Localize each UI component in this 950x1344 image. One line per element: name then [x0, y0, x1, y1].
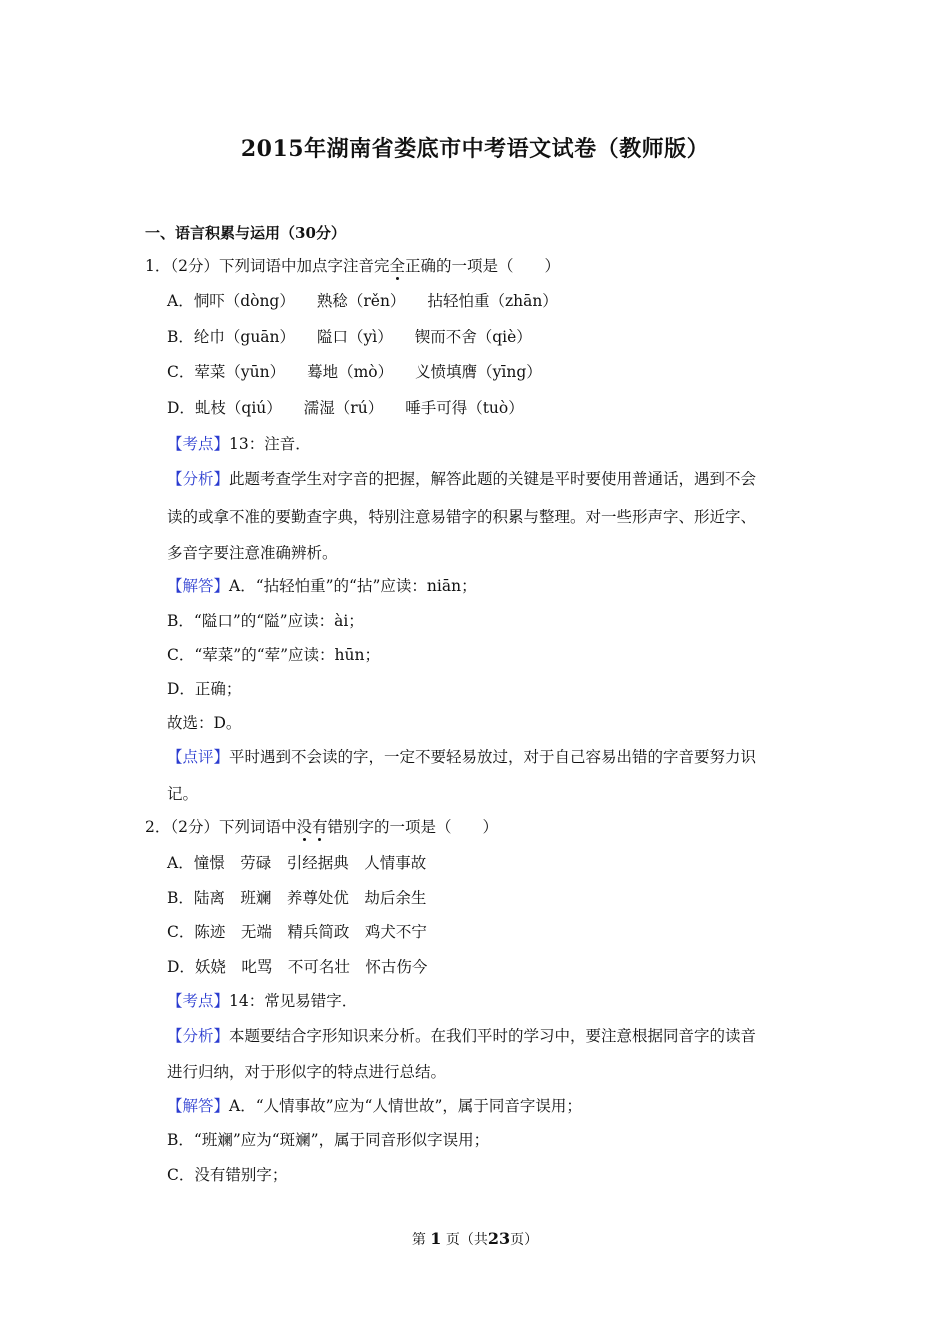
option-word: C．荤菜（yūn） — [167, 363, 286, 381]
question-2-option-a: A．憧憬 劳碌 引经据典 人情事故 — [167, 854, 427, 872]
q1-kaodian — [167, 434, 311, 454]
jieda-tag: 【解答】 — [167, 577, 230, 595]
question-1-option-b — [167, 327, 532, 347]
kaodian-text: 14：常见易错字． — [229, 992, 358, 1010]
fenxi-text: 本题要结合字形知识来分析。在我们平时的学习中，要注意根据同音字的读音 — [229, 1027, 757, 1045]
kaodian-tag: 【考点】 — [167, 992, 230, 1010]
dotted-char: 全 — [389, 257, 405, 275]
jieda-tag: 【解答】 — [167, 1097, 230, 1115]
q1-jieda-line3: C．“荤菜”的“荤”应读：hūn； — [167, 646, 381, 664]
question-2-option-c: C．陈迹 无端 精兵简政 鸡犬不宁 — [167, 923, 427, 941]
option-word: 熟稔（rěn） — [316, 292, 406, 310]
page-title: 2015年湖南省娄底市中考语文试卷（教师版） — [240, 136, 710, 162]
page-footer — [0, 1229, 950, 1249]
footer-text: 第 — [411, 1232, 426, 1248]
q1-jieda-line2: B．“隘口”的“隘”应读：ài； — [167, 612, 364, 630]
q1-jieda-line4: D．正确； — [167, 680, 242, 698]
option-word: 蓦地（mò） — [307, 363, 394, 381]
option-word: 濡湿（rú） — [303, 399, 384, 417]
q1-jieda-line5: 故选：D。 — [167, 714, 242, 732]
kaodian-text: 13：注音． — [229, 435, 311, 453]
footer-text: 页（共 — [445, 1232, 488, 1248]
section-heading: 一、语言积累与运用（30分） — [145, 224, 346, 242]
q2-jieda-line3: C．没有错别字； — [167, 1166, 288, 1184]
option-word: B．纶巾（guān） — [167, 328, 296, 346]
q1-jieda — [167, 576, 477, 596]
q2-jieda-line2: B．“班斓”应为“斑斓”，属于同音形似字误用； — [167, 1131, 490, 1149]
option-word: 义愤填膺（yīng） — [415, 363, 542, 381]
option-word: 唾手可得（tuò） — [405, 399, 524, 417]
stem-text: 1．（2分）下列词语中加点字注音完 — [145, 257, 390, 275]
q2-kaodian — [167, 991, 357, 1011]
question-2-option-d: D．妖娆 叱骂 不可名壮 怀古伤今 — [167, 958, 428, 976]
kaodian-tag: 【考点】 — [167, 435, 230, 453]
question-1-option-d — [167, 398, 524, 418]
q2-fenxi-line2: 进行归纳，对于形似字的特点进行总结。 — [167, 1063, 447, 1081]
option-word: 锲而不舍（qiè） — [414, 328, 532, 346]
q2-jieda — [167, 1096, 582, 1116]
question-1-option-a — [167, 291, 558, 311]
stem-text: 正确的一项是（ ） — [405, 257, 561, 275]
q1-dianping — [167, 747, 756, 767]
q1-fenxi — [167, 469, 756, 489]
question-1-option-c — [167, 362, 542, 382]
option-word: 拈轻怕重（zhān） — [427, 292, 558, 310]
fenxi-tag: 【分析】 — [167, 470, 230, 488]
option-word: A．恫吓（dòng） — [167, 292, 295, 310]
dotted-char: 没 — [296, 818, 312, 836]
jieda-text: A．“拈轻怕重”的“拈”应读：niān； — [229, 577, 477, 595]
stem-text: 错别字的一项是（ ） — [327, 818, 499, 836]
q1-fenxi-line3: 多音字要注意准确辨析。 — [167, 544, 338, 562]
fenxi-text: 此题考查学生对字音的把握，解答此题的关键是平时要使用普通话，遇到不会 — [229, 470, 757, 488]
dotted-char: 有 — [312, 818, 328, 836]
dianping-text: 平时遇到不会读的字，一定不要轻易放过，对于自己容易出错的字音要努力识 — [229, 748, 757, 766]
q2-fenxi — [167, 1026, 756, 1046]
option-word: 隘口（yì） — [317, 328, 393, 346]
question-2-stem — [145, 817, 498, 837]
q1-dianping-line2: 记。 — [167, 785, 199, 803]
jieda-text: A．“人情事故”应为“人情世故”，属于同音字误用； — [229, 1097, 582, 1115]
footer-text: 页） — [510, 1232, 539, 1248]
dianping-tag: 【点评】 — [167, 748, 230, 766]
fenxi-tag: 【分析】 — [167, 1027, 230, 1045]
stem-text: 2．（2分）下列词语中 — [145, 818, 297, 836]
page-number: 1 — [430, 1229, 442, 1248]
total-pages: 23 — [487, 1229, 511, 1248]
question-1-stem — [145, 256, 560, 276]
question-2-option-b: B．陆离 班斓 养尊处优 劫后余生 — [167, 889, 427, 907]
q1-fenxi-line2: 读的或拿不准的要勤查字典，特别注意易错字的积累与整理。对一些形声字、形近字、 — [167, 508, 757, 526]
option-word: D．虬枝（qiú） — [167, 399, 282, 417]
